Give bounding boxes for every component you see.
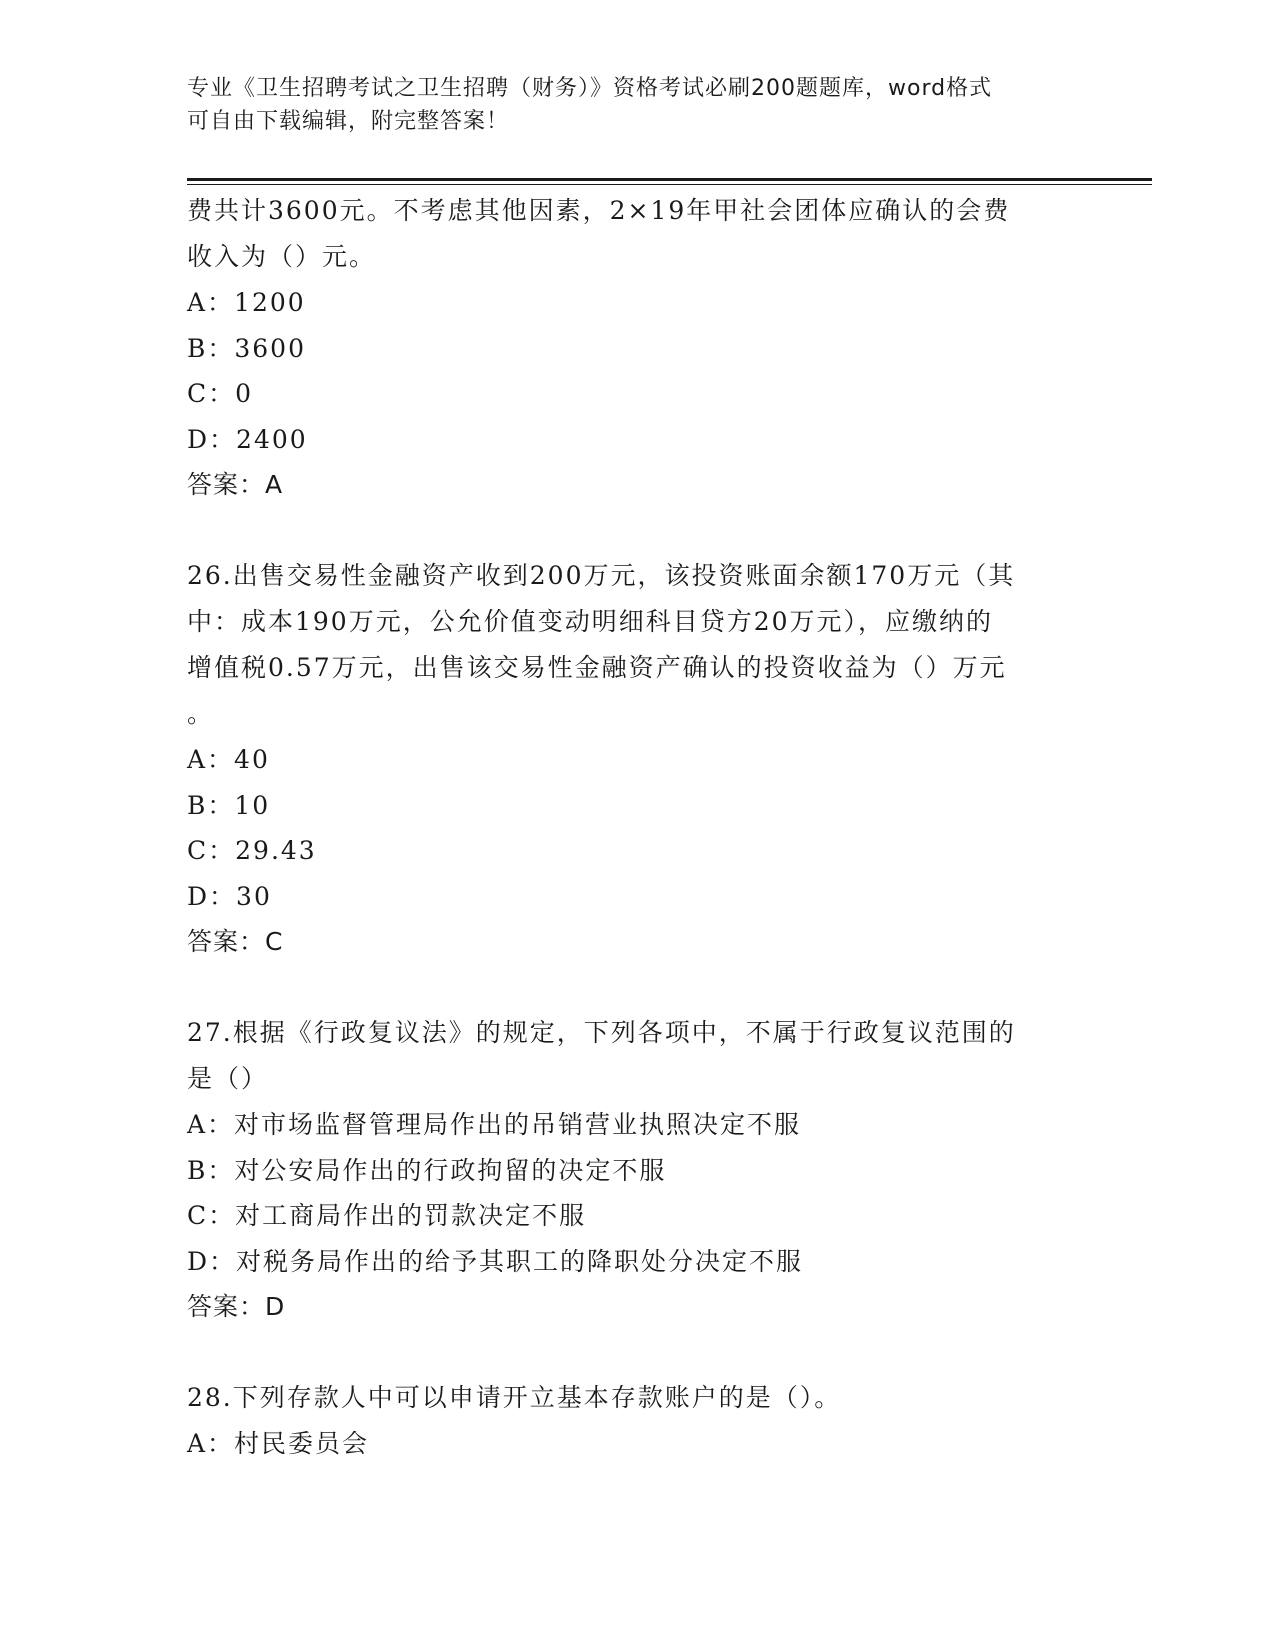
header-title-line-2: 可自由下载编辑，附完整答案！ xyxy=(187,109,510,134)
question-28 xyxy=(187,1375,1082,1467)
answer-line: 答案：A xyxy=(187,470,284,499)
question-stem-line: 费共计3600元。不考虑其他因素，2×19年甲社会团体应确认的会费 xyxy=(187,196,1011,225)
question-stem-line: 28.下列存款人中可以申请开立基本存款账户的是（）。 xyxy=(187,1383,842,1412)
question-list xyxy=(187,188,1082,1467)
spacer xyxy=(187,965,1082,1010)
option-b: B：3600 xyxy=(187,333,306,363)
question-25 xyxy=(187,188,1082,508)
option-b: B：对公安局作出的行政拘留的决定不服 xyxy=(187,1155,667,1185)
spacer xyxy=(187,508,1082,553)
header-divider-thick xyxy=(187,178,1152,181)
option-b: B：10 xyxy=(187,790,271,820)
option-d: D：对税务局作出的给予其职工的降职处分决定不服 xyxy=(187,1246,804,1276)
question-27 xyxy=(187,1010,1082,1330)
option-c: C：0 xyxy=(187,379,254,408)
answer-line: 答案：D xyxy=(187,1292,286,1321)
question-stem-line: 。 xyxy=(187,699,215,728)
option-d: D：30 xyxy=(187,881,272,911)
question-stem-line: 增值税0.57万元，出售该交易性金融资产确认的投资收益为（）万元 xyxy=(187,653,1007,682)
question-stem-line: 27.根据《行政复议法》的规定，下列各项中，不属于行政复议范围的 xyxy=(187,1018,1016,1047)
header-divider-thin xyxy=(187,184,1152,185)
option-a: A：对市场监督管理局作出的吊销营业执照决定不服 xyxy=(187,1110,802,1139)
spacer xyxy=(187,1330,1082,1375)
option-a: A：40 xyxy=(187,745,270,774)
question-stem-line: 是（） xyxy=(187,1064,269,1093)
option-c: C：29.43 xyxy=(187,836,317,865)
answer-line: 答案：C xyxy=(187,927,284,956)
question-26 xyxy=(187,553,1082,965)
question-stem-line: 收入为（）元。 xyxy=(187,242,377,271)
option-c: C：对工商局作出的罚款决定不服 xyxy=(187,1201,587,1230)
option-a: A：1200 xyxy=(187,288,306,317)
option-d: D：2400 xyxy=(187,424,308,454)
question-stem-line: 26.出售交易性金融资产收到200万元，该投资账面余额170万元（其 xyxy=(187,561,1016,590)
header-title-line-1: 专业《卫生招聘考试之卫生招聘（财务）》资格考试必刷200题题库，word格式 xyxy=(187,76,993,101)
page-header xyxy=(187,72,1067,138)
question-stem-line: 中：成本190万元，公允价值变动明细科目贷方20万元），应缴纳的 xyxy=(187,607,994,636)
option-a: A：村民委员会 xyxy=(187,1429,370,1458)
